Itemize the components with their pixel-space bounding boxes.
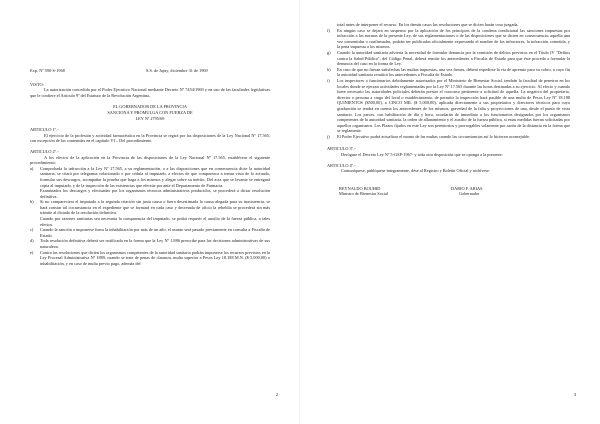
article-3-label: ARTICULO 3º.-	[327, 146, 356, 152]
article-3-text: Derógase el Decreto Ley Nº 5-GSP-1967- y toda otra disposición que se oponga a la presente.	[341, 152, 503, 158]
item-text: En ningún caso se dejará en suspenso por la aplicación de los principios de la condena condicional las sanciones impuestas por infracción a las normas de la presente Ley, de sus reglamentaciones o de las disposiciones que se dicten en consecuencia; aquella una vez consentidas o confirmadas, podrán ser publicadas oficialmente expresando el nombre de los infractores, la infracción cometida, y la pena impuesta a los mismos.	[337, 27, 570, 50]
signer-name: REYNALDO BOUHID	[339, 185, 381, 191]
page-right	[300, 0, 600, 424]
page-number: 2	[275, 392, 278, 398]
item-text: Contra las resoluciones que dicten los organismos competentes de la autoridad sanitaria podrán imponerse los recursos previstos en la Ley Procesal Administrativa Nº 1889, cuando se trate de penas de clausura, multa superior a Pesos Ley 18.188 M.N. ($ 5.000,00) o inhabilitación, y en caso de multa previo pago, además del	[40, 249, 270, 266]
signer-name: DARIO F. ARIAS	[451, 185, 483, 191]
visto-label: VISTO:	[30, 81, 44, 87]
page-number: 3	[573, 392, 576, 398]
list-item-f	[327, 28, 570, 50]
list-item-i	[327, 78, 570, 134]
list-item-a-cont	[30, 188, 270, 199]
article-2-intro: A los efectos de la aplicación en la Provincia de las disposiciones de la Ley Nacional Nº 17.565, establécese el siguiente procedimiento:	[30, 154, 270, 166]
article-1-label: ARTICULO 1º.-	[30, 127, 59, 133]
item-label: a)	[30, 165, 34, 171]
list-item-a	[30, 166, 270, 188]
item-text: El Poder Ejecutivo podrá actualizar el monto de las multas cuando las circunstancias así lo hicieran aconsejable.	[337, 133, 530, 139]
title-line-1: EL GOBERNADOR DE LA PROVINCIA	[113, 104, 187, 110]
list-item-j	[327, 134, 570, 140]
file-number: Exp. Nº 590-S-1968	[30, 68, 65, 73]
signer-title: Gobernador	[459, 191, 480, 197]
item-label: e)	[30, 249, 34, 255]
item-e-continuation: total antes de interponer el recurso. En los demás casos las resoluciones que se dicten harán cosa juzgada.	[337, 22, 519, 27]
article-4-text: Comuníquese, publíquese íntegramente, dése al Registro y Boletín Oficial y archívese.	[341, 168, 491, 174]
title-line-2: SANCIONA Y PROMULGA CON FUERZA DE	[107, 109, 193, 115]
document-header	[30, 68, 270, 74]
item-text: En caso de que no fueran satisfechas las multas impuestas, una vez firmes, deberá expedirse la vía de apremio para su cobro, a cuyo fin la autoridad sanitaria remitirá los antecedentes a Fiscalía de Estado.	[337, 66, 570, 78]
signature-minister	[339, 186, 431, 197]
signature-governor	[431, 186, 543, 197]
article-1-text: El ejercicio de la profesión y actividad farmacéutica en la Provincia se regirá por las disposiciones de la Ley Nacional Nº 17.565, con excepción de las contenidas en el capítulo VI – Del procedimiento.	[30, 132, 270, 144]
visto-text: La autorización concedida por el Poder Ejecutivo Nacional mediante Decreto Nº 7454/1969 y en uso de las facultades legislativas que le confiere el Artículo 9º del Estatuto de la Revolución Argentina,	[30, 87, 270, 98]
item-label: i)	[327, 77, 330, 83]
item-text: Comprobada la infracción a la Ley Nº 17.565, a su reglamentación, o a las disposiciones que en consecuencia dicte la autoridad sanitaria, se citará por telegrama colacionado o por cédula al imputado, a efectos de que comparezca a tomar vista de lo actuado, formular sus descargos, acompañar la prueba que haga a los mismos y alegar sobre su mérito. Del acta que se levante se entregará copia al imputado, y de la inspección de las existencias que efectúe por ante el Departamento de Farmacia.	[40, 165, 270, 188]
decree-title	[30, 104, 270, 121]
item-label: b)	[30, 199, 34, 205]
item-text: Si no compareciera el imputado a la segunda citación sin justa causa o fuera desestimada la causa alegada para su inasistencia, se hará constar tal circunstancia en el expediente que se formará en cada caso y decretada de oficio la rebeldía se procederá sin más trámite al dictado de la resolución definitiva.	[40, 199, 270, 216]
item-label: g)	[327, 49, 331, 55]
item-text: Los inspectores o funcionarios debidamente autorizados por el Ministerio de Bienestar Social, tendrán la facultad de penetrar en los locales donde se ejerzan actividades reglamentadas por la Ley Nº 17.565 durante las horas destinadas a su ejercicio. Al efecto y cuando fuere necesario las autoridades policiales deberán prestar el concurso pertinente a solicitud de aquella. La negativa del propietario, director o persona a cargo del local o establecimiento, de permitir la inspección hará pasible de una multa de Pesos Ley Nº 18.188 QUINIENTOS ($500,00), a CINCO MIL ($ 5.000,00), aplicada directamente a sus propietarios y directores técnicos para cuyo graduación se tendrá en cuenta los antecedentes de los mismos, gravedad de la falta y proyecciones de una, desde el punto de vista sanitario. Los jueces, con habilitación de día y hora, acordarán de inmediato a los funcionarios designados por los organismos competentes de la autoridad sanitaria, la orden de allanamiento y el auxilio de la fuerza pública, si estas medidas fueran solicitadas por aquellos organismos. Los Plazos fijados en este Ley son perentorios y prorrogables solamente por razón de la distancia en la forma que se reglamente.	[337, 77, 570, 134]
item-text: Examinados los descargos y efectuadas por los organismos técnicos administrativos producidos, se procederá a dictar resolución definitiva.	[40, 188, 270, 199]
list-item-e	[30, 250, 270, 267]
article-2-label: ARTICULO 2º.-	[30, 148, 59, 154]
list-item-h	[327, 67, 570, 78]
item-label: d)	[30, 238, 34, 244]
list-item-g	[327, 50, 570, 67]
list-item-c	[30, 227, 270, 238]
item-text: Cuando la sanción a imponerse fuera la inhabilitación por más de un año, el asunto será pasado previamente en consulta a Fiscalía de Estado.	[40, 227, 270, 238]
item-label: j)	[327, 133, 330, 139]
place-date: S.S. de Jujuy, diciembre 31 de 1969	[146, 68, 208, 73]
article-4-label: ARTICULO 4º.-	[327, 162, 356, 168]
item-text: Cuando la autoridad sanitaria advierta la necesidad de formular denuncia por la comisión de delitos previstos en el Título IV "Delitos contra la Salud Pública", del Código Penal, deberá remitir los antecedentes a Fiscalía de Estado para que éste proceda a formular la denuncia del caso en la forma de Ley.	[337, 49, 570, 67]
title-line-3: LEY Nº 2795/69	[135, 115, 165, 121]
signatures	[327, 186, 570, 197]
list-item-b	[30, 199, 270, 216]
item-label: c)	[30, 227, 34, 233]
item-label: h)	[327, 66, 331, 72]
item-text: Toda resolución definitiva deberá ser notificada en la forma que la Ley Nº 1.886 prescribe para las decisiones administrativas de sus naturaleza.	[40, 238, 270, 250]
list-item-d	[30, 238, 270, 249]
item-text: Cuando por razones sanitarias sea necesaria la comparencia del imputado, se podrá requerir el auxilio de la fuerza pública, a tales efectos.	[40, 216, 270, 227]
signer-title: Ministro de Bienestar Social	[339, 191, 389, 197]
list-item-b-cont	[30, 216, 270, 227]
item-label: f)	[327, 27, 330, 33]
